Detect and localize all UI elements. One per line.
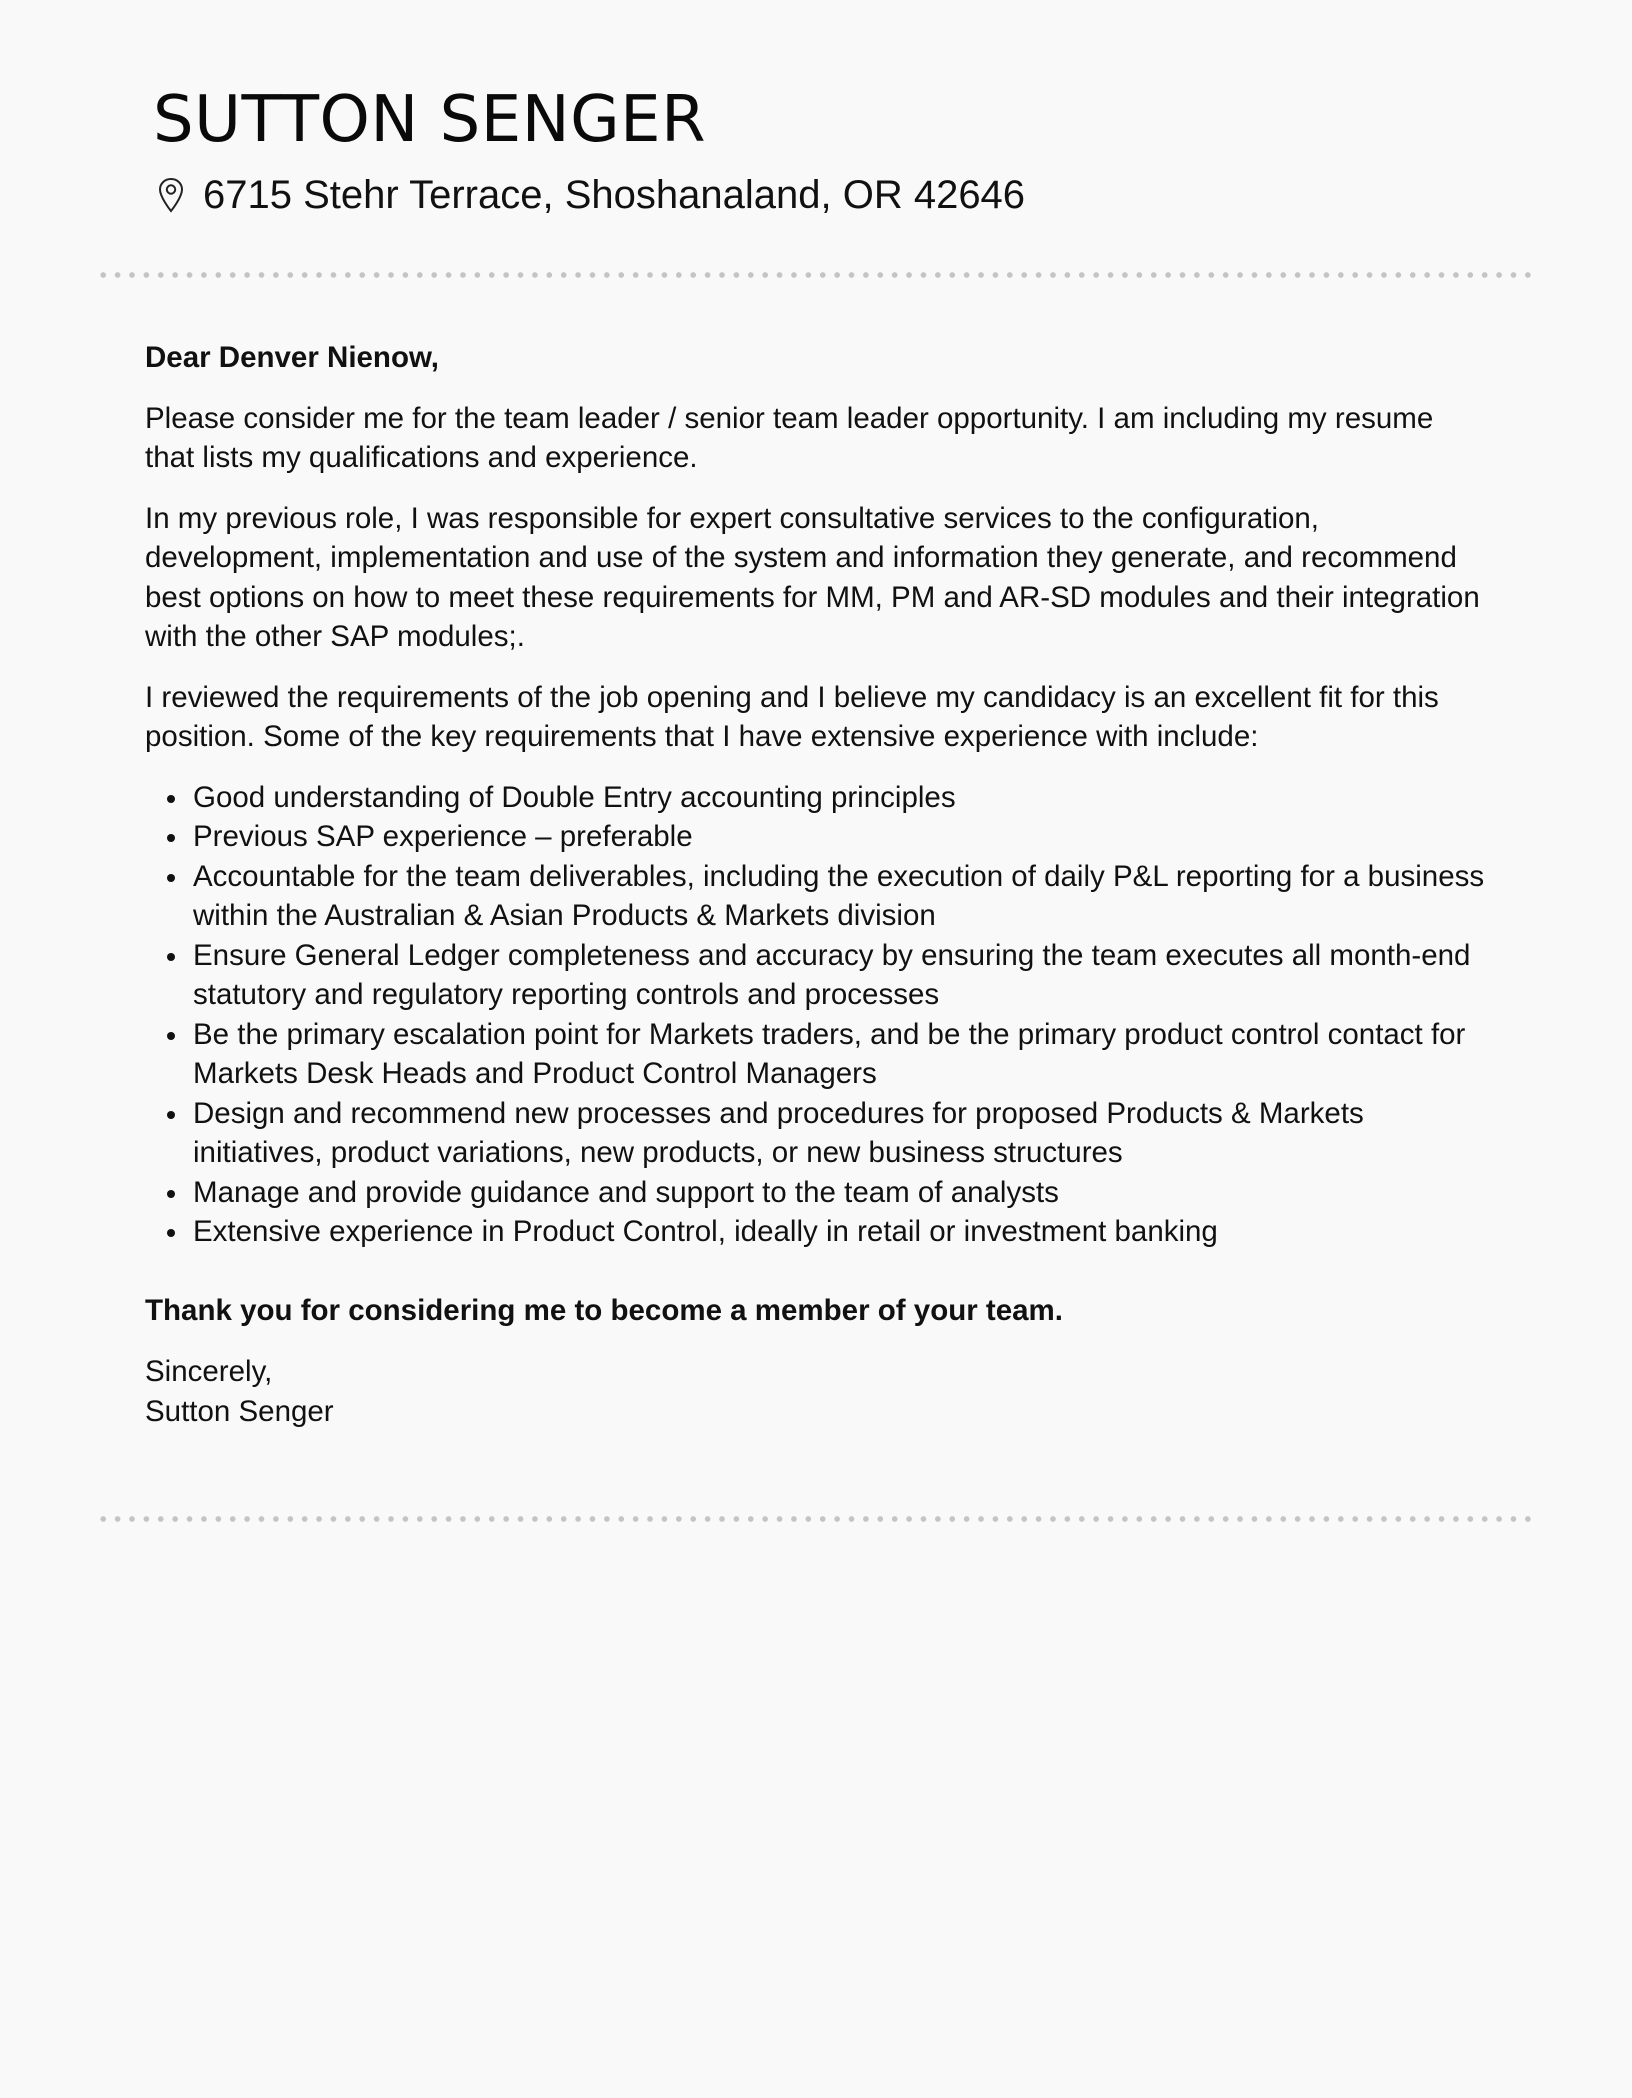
- list-item: Be the primary escalation point for Markets traders, and be the primary product control contact for Markets Desk Heads and Product Control Managers: [193, 1015, 1490, 1094]
- letter-header: [153, 78, 1483, 222]
- signature-name: Sutton Senger: [145, 1394, 334, 1428]
- paragraph-experience: In my previous role, I was responsible for expert consultative services to the configuration, development, implementation and use of the system and information they generate, and recommend best options on how to meet these requirements for MM, PM and AR-SD modules and their integration with the other SAP modules;.: [145, 501, 1480, 653]
- list-item: Ensure General Ledger completeness and accuracy by ensuring the team executes all month-end statutory and regulatory reporting controls and processes: [193, 936, 1490, 1015]
- applicant-name: SUTTON SENGER: [153, 83, 707, 157]
- list-item: Previous SAP experience – preferable: [193, 817, 1490, 857]
- paragraph-requirements: I reviewed the requirements of the job opening and I believe my candidacy is an excellent fit for this position. Some of the key requirements that I have extensive experience with include:: [145, 680, 1439, 753]
- dotted-divider-top: [96, 272, 1536, 278]
- signoff: Sincerely,: [145, 1355, 273, 1388]
- address-row: [153, 168, 1483, 222]
- requirements-list: [145, 778, 1490, 1252]
- list-item: Design and recommend new processes and procedures for proposed Products & Markets initiatives, product variations, new products, or new business structures: [193, 1094, 1490, 1173]
- paragraph-intro: Please consider me for the team leader / senior team leader opportunity. I am including my resume that lists my qualifications and experience.: [145, 401, 1434, 474]
- signoff-block: [145, 1352, 1490, 1431]
- dotted-divider-bottom: [96, 1516, 1536, 1522]
- list-item: Extensive experience in Product Control, ideally in retail or investment banking: [193, 1212, 1490, 1252]
- list-item: Accountable for the team deliverables, including the execution of daily P&L reporting for a business within the Australian & Asian Products & Markets division: [193, 857, 1490, 936]
- salutation: Dear Denver Nienow,: [145, 341, 440, 374]
- list-item: Manage and provide guidance and support to the team of analysts: [193, 1173, 1490, 1213]
- closing-statement: Thank you for considering me to become a member of your team.: [145, 1293, 1063, 1327]
- applicant-address: 6715 Stehr Terrace, Shoshanaland, OR 42646: [203, 173, 1026, 217]
- map-pin-icon: [157, 177, 185, 213]
- list-item: Good understanding of Double Entry accounting principles: [193, 778, 1490, 818]
- letter-body: [145, 338, 1490, 1452]
